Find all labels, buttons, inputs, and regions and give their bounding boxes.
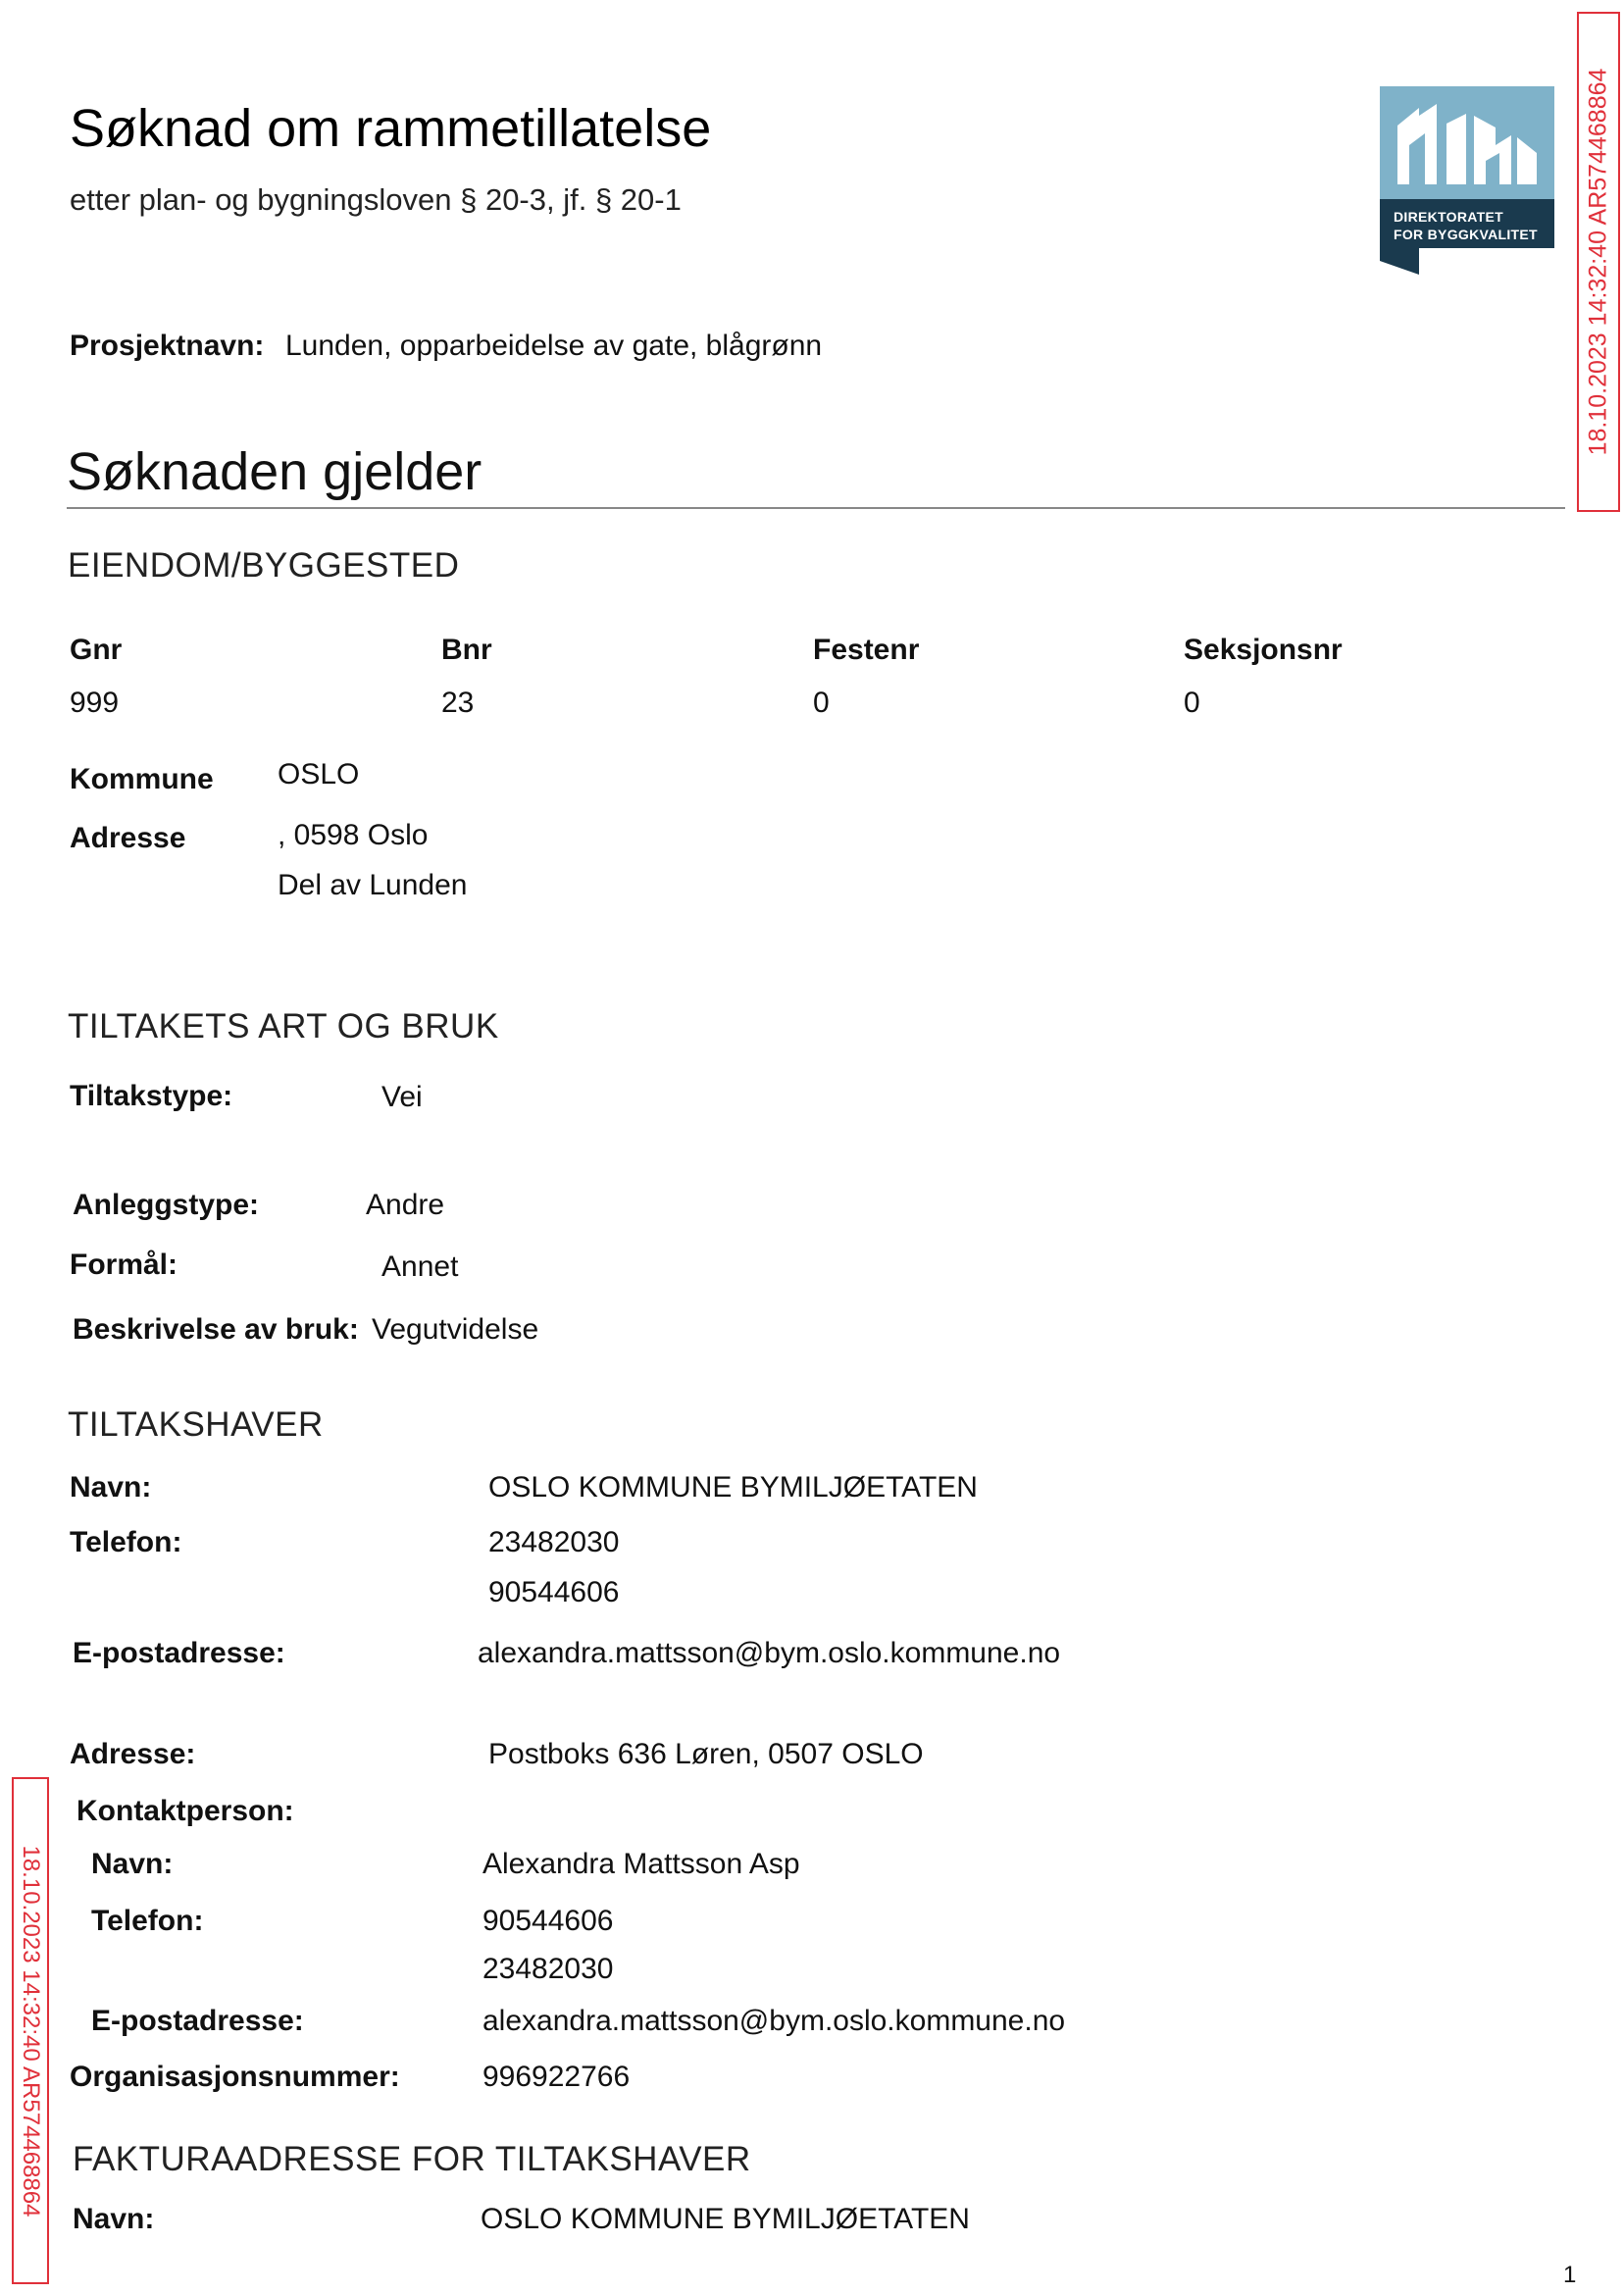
kontakt-telefon-label: Telefon: — [91, 1905, 204, 1937]
tiltakshaver-telefon-2: 90544606 — [488, 1576, 620, 1608]
faktura-navn-value: OSLO KOMMUNE BYMILJØETATEN — [481, 2203, 970, 2235]
adresse-label: Adresse — [70, 822, 186, 854]
tiltakshaver-epost-label: E-postadresse: — [73, 1637, 285, 1669]
section-heading-tiltakshaver: TILTAKSHAVER — [68, 1405, 324, 1444]
kontakt-telefon-2: 23482030 — [482, 1953, 614, 1985]
logo-text-line1: DIREKTORATET — [1394, 209, 1503, 225]
bnr-label: Bnr — [441, 634, 492, 666]
tiltakshaver-navn-label: Navn: — [70, 1471, 152, 1504]
section-heading-eiendom: EIENDOM/BYGGESTED — [68, 546, 460, 585]
logo-text-line2: FOR BYGGKVALITET — [1394, 227, 1538, 242]
adresse-line1: , 0598 Oslo — [278, 819, 429, 851]
kommune-label: Kommune — [70, 763, 214, 795]
stamp-text: 18.10.2023 14:32:40 AR574468864 — [1584, 68, 1612, 456]
dibk-logo-icon — [1380, 86, 1554, 275]
tiltakshaver-telefon-label: Telefon: — [70, 1526, 182, 1558]
faktura-navn-label: Navn: — [73, 2203, 155, 2235]
tiltakshaver-adresse-value: Postboks 636 Løren, 0507 OSLO — [488, 1738, 924, 1770]
orgnr-label: Organisasjonsnummer: — [70, 2061, 400, 2093]
section-heading-tiltak: TILTAKETS ART OG BRUK — [68, 1007, 499, 1045]
page-number: 1 — [1563, 2262, 1577, 2288]
anleggstype-label: Anleggstype: — [73, 1189, 260, 1221]
formal-label: Formål: — [70, 1249, 178, 1281]
kontaktperson-label: Kontaktperson: — [76, 1795, 294, 1827]
tiltakshaver-adresse-label: Adresse: — [70, 1738, 196, 1770]
seksjonsnr-value: 0 — [1184, 687, 1200, 719]
beskrivelse-value: Vegutvidelse — [372, 1313, 539, 1346]
document-subtitle: etter plan- og bygningsloven § 20-3, jf. § 20-1 — [70, 182, 682, 217]
document-title: Søknad om rammetillatelse — [70, 99, 712, 158]
main-heading: Søknaden gjelder — [67, 442, 482, 501]
bnr-value: 23 — [441, 687, 475, 719]
festenr-label: Festenr — [813, 634, 920, 666]
heading-rule — [67, 507, 1565, 509]
kontakt-telefon-1: 90544606 — [482, 1905, 614, 1937]
beskrivelse-label: Beskrivelse av bruk: — [73, 1313, 359, 1346]
orgnr-value: 996922766 — [482, 2061, 631, 2093]
adresse-line2: Del av Lunden — [278, 869, 468, 901]
tiltakshaver-navn-value: OSLO KOMMUNE BYMILJØETATEN — [488, 1471, 978, 1504]
tiltakshaver-telefon-1: 23482030 — [488, 1526, 620, 1558]
anleggstype-value: Andre — [366, 1189, 445, 1221]
tiltakstype-value: Vei — [381, 1081, 423, 1113]
seksjonsnr-label: Seksjonsnr — [1184, 634, 1343, 666]
kontakt-epost-label: E-postadresse: — [91, 2005, 304, 2037]
stamp-text: 18.10.2023 14:32:40 AR574468864 — [18, 1844, 44, 2218]
kontakt-navn-label: Navn: — [91, 1848, 174, 1880]
project-name-label: Prosjektnavn: — [70, 330, 265, 362]
gnr-label: Gnr — [70, 634, 123, 666]
kontakt-epost-value: alexandra.mattsson@bym.oslo.kommune.no — [482, 2005, 1066, 2037]
tiltakshaver-epost-value: alexandra.mattsson@bym.oslo.kommune.no — [478, 1637, 1061, 1669]
timestamp-stamp-right — [1577, 12, 1620, 512]
kommune-value: OSLO — [278, 758, 360, 790]
festenr-value: 0 — [813, 687, 830, 719]
kontakt-navn-value: Alexandra Mattsson Asp — [482, 1848, 800, 1880]
gnr-value: 999 — [70, 687, 120, 719]
dibk-logo — [1380, 86, 1554, 275]
tiltakstype-label: Tiltakstype: — [70, 1080, 233, 1112]
section-heading-faktura: FAKTURAADRESSE FOR TILTAKSHAVER — [73, 2140, 751, 2178]
project-name-value: Lunden, opparbeidelse av gate, blågrønn — [285, 330, 823, 362]
timestamp-stamp-left — [12, 1777, 49, 2284]
formal-value: Annet — [381, 1250, 459, 1283]
